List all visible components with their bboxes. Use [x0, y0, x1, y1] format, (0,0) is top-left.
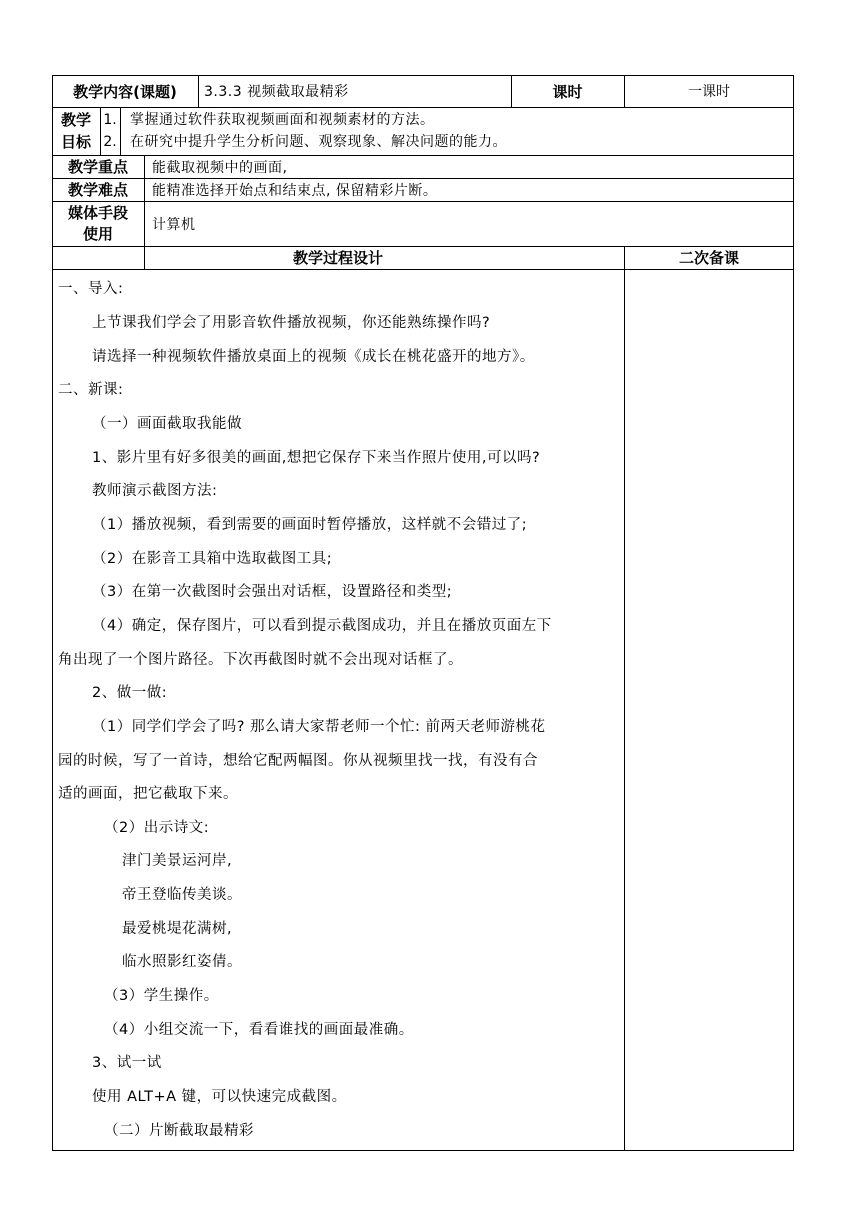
key-point-value: 能截取视频中的画面, [152, 159, 288, 176]
period-value: 一课时 [688, 84, 730, 100]
process-line: 二、新课: [58, 382, 124, 398]
objectives-label-line2: 目标 [60, 133, 91, 151]
key-point-label: 教学重点 [67, 158, 128, 176]
content-value: 3.3.3 视频截取最精彩 [204, 84, 349, 100]
process-line: （2）在影音工具箱中选取截图工具; [92, 551, 333, 567]
process-line: 角出现了一个图片路径。下次再截图时就不会出现对话框了。 [58, 652, 463, 668]
process-line: （1）同学们学会了吗? 那么请大家帮老师一个忙: 前两天老师游桃花 [92, 719, 546, 735]
process-line: 适的画面，把它截取下来。 [58, 786, 238, 802]
poem-line: 最爱桃堤花满树, [122, 921, 233, 937]
objectives-numbers [100, 107, 120, 155]
process-line: 使用 ALT+A 键，可以快速完成截图。 [92, 1089, 347, 1105]
process-line: （4）确定，保存图片，可以看到提示截图成功，并且在播放页面左下 [92, 618, 552, 634]
process-line: 2、做一做: [92, 685, 168, 701]
objective-item: 在研究中提升学生分析问题、观察现象、解决问题的能力。 [130, 134, 507, 150]
objective-item: 掌握通过软件获取视频画面和视频素材的方法。 [130, 112, 435, 128]
process-line: （4）小组交流一下，看看谁找的画面最准确。 [104, 1022, 414, 1038]
period-label: 课时 [552, 82, 583, 101]
notes-header: 二次备课 [678, 249, 739, 267]
objective-number: 2. [103, 134, 117, 150]
media-value: 计算机 [152, 216, 196, 233]
process-line: 教师演示截图方法: [92, 483, 218, 499]
process-line: （2）出示诗文: [104, 820, 210, 836]
media-label [52, 201, 144, 246]
poem-line: 帝王登临传美谈。 [122, 887, 242, 903]
process-line: 1、影片里有好多很美的画面,想把它保存下来当作照片使用,可以吗? [92, 450, 541, 466]
difficulty-label: 教学难点 [67, 181, 128, 199]
poem-line: 临水照影红姿倩。 [122, 954, 242, 970]
content-label: 教学内容(课题) [73, 82, 177, 101]
process-line: （一）画面截取我能做 [92, 416, 242, 432]
media-label-line1: 媒体手段 [67, 203, 128, 222]
process-line: 请选择一种视频软件播放桌面上的视频《成长在桃花盛开的地方》。 [92, 349, 535, 365]
process-line: （1）播放视频，看到需要的画面时暂停播放，这样就不会错过了; [92, 517, 528, 533]
notes-area [624, 269, 794, 1150]
difficulty-value: 能精准选择开始点和结束点, 保留精彩片断。 [152, 182, 438, 199]
process-body [52, 269, 624, 1150]
table-border-bottom [52, 1150, 794, 1151]
process-line: 上节课我们学会了用影音软件播放视频，你还能熟练操作吗? [92, 315, 491, 331]
objectives-label-line1: 教学 [60, 111, 91, 129]
poem-line: 津门美景运河岸, [122, 853, 233, 869]
process-line: 一、导入: [58, 281, 124, 297]
col-divider [120, 107, 121, 155]
objective-number: 1. [103, 112, 117, 128]
process-line: （3）在第一次截图时会强出对话框，设置路径和类型; [92, 584, 453, 600]
col-divider [198, 75, 199, 107]
process-header: 教学过程设计 [292, 249, 383, 267]
media-label-line2: 使用 [82, 224, 113, 243]
objectives-text [130, 107, 790, 155]
process-line: （3）学生操作。 [104, 988, 219, 1004]
process-line: 园的时候，写了一首诗，想给它配两幅图。你从视频里找一找，有没有合 [58, 753, 538, 769]
process-line: （二）片断截取最精彩 [104, 1123, 254, 1139]
process-line: 3、试一试 [92, 1055, 162, 1071]
objectives-label [52, 107, 100, 155]
